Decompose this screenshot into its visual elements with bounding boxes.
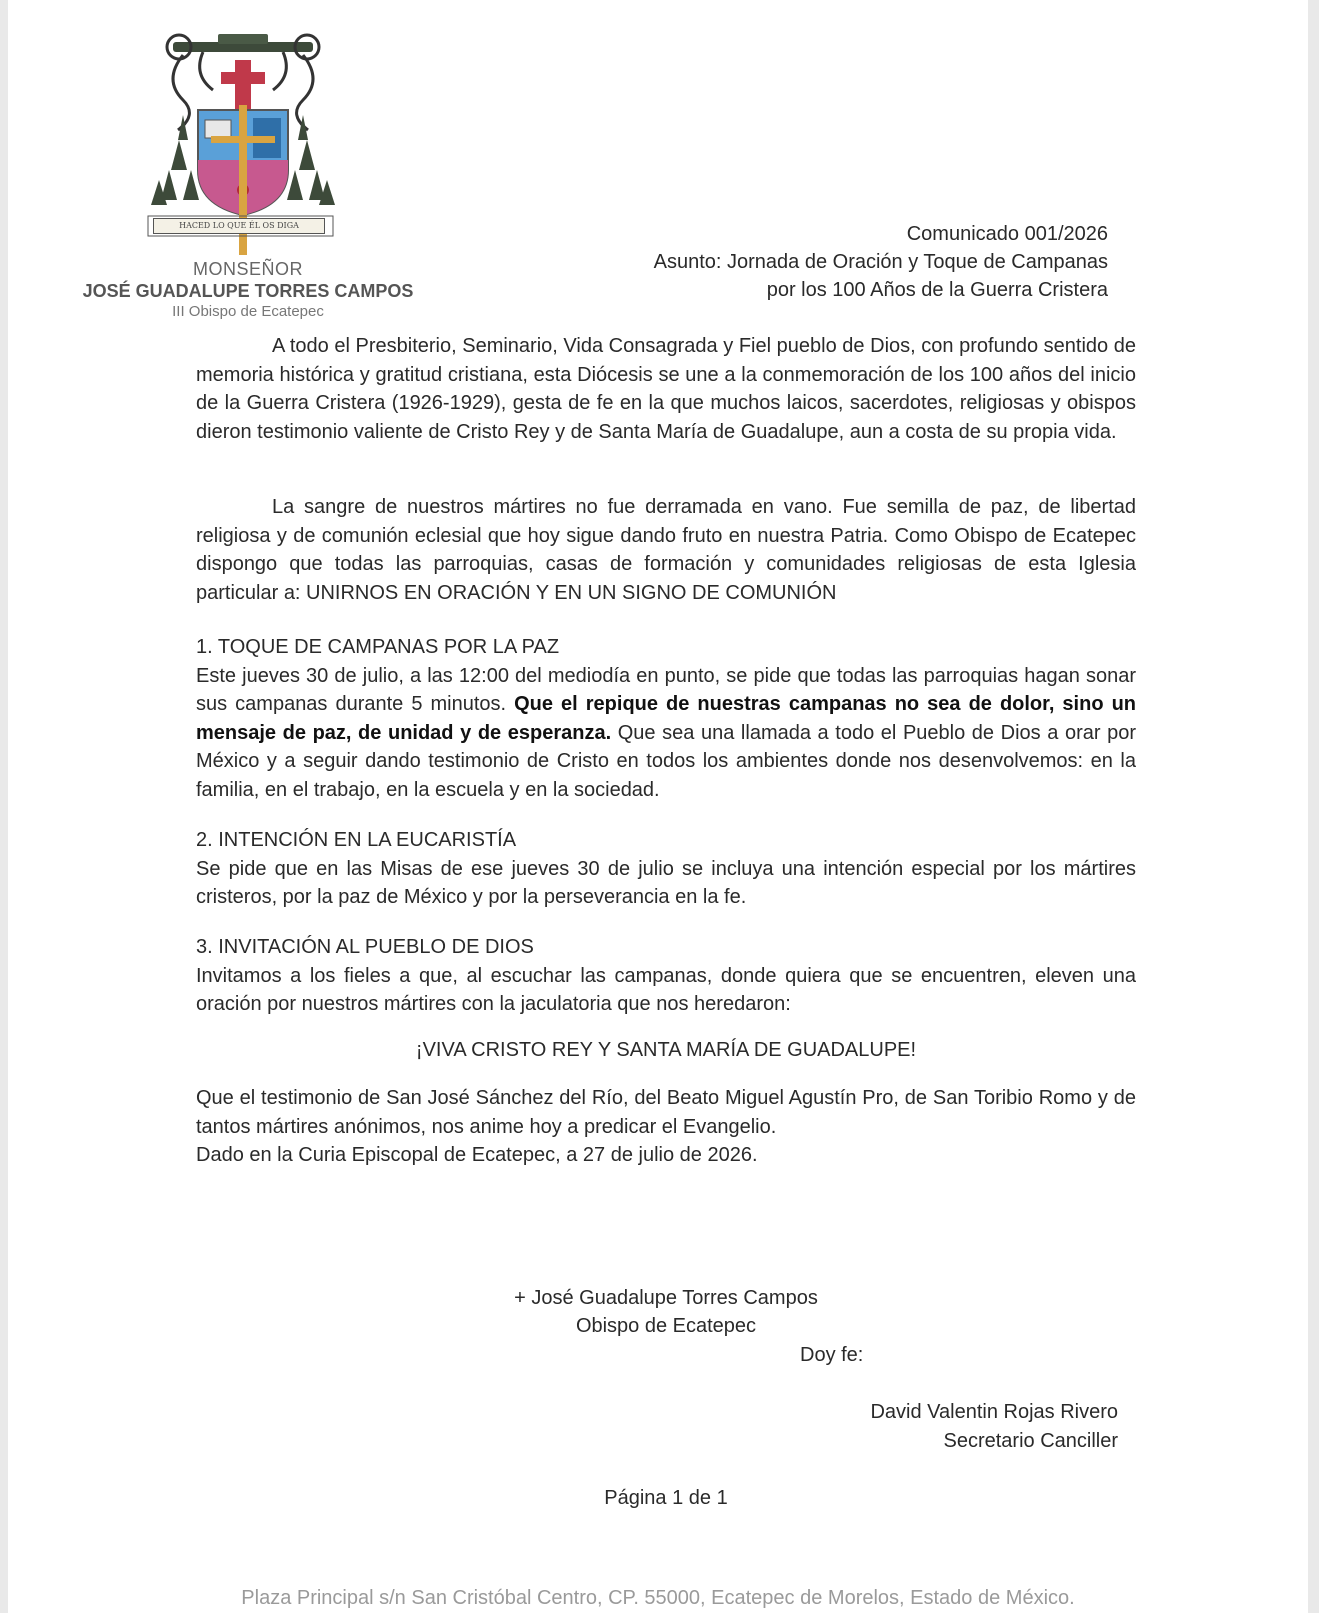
section-2 [196, 826, 1136, 912]
bishop-name: JOSÉ GUADALUPE TORRES CAMPOS [82, 281, 414, 301]
body-paragraph-2: La sangre de nuestros mártires no fue derramada en vano. Fue semilla de paz, de libertad religiosa y de comunión eclesial que hoy sigue dando fruto en nuestra Patria. Como Obispo de Ecatepec dispongo que todas las parroquias, casas de formación y comunidades religiosas de esta Iglesia particular a: UNIRNOS EN ORACIÓN Y EN UN SIGNO DE COMUNIÓN [196, 496, 1136, 604]
section-3-heading: 3. INVITACIÓN AL PUEBLO DE DIOS [196, 936, 534, 958]
section-2-heading: 2. INTENCIÓN EN LA EUCARISTÍA [196, 829, 517, 851]
body-paragraph-2-block [196, 493, 1136, 607]
page-number: Página 1 de 1 [604, 1487, 728, 1509]
section-2-body: Se pide que en las Misas de ese jueves 30 de julio se incluya una intención especial por los mártires cristeros, por la paz de México y por la perseverancia en la fe. [196, 857, 1136, 908]
section-1-text-before: Este jueves 30 de julio, a las 12:00 del mediodía en punto, se pide que todas las parroquias hagan sonar sus campanas durante 5 minutos. [196, 664, 1136, 715]
body-paragraph-1: A todo el Presbiterio, Seminario, Vida Consagrada y Fiel pueblo de Dios, con profundo sentido de memoria histórica y gratitud cristiana, esta Diócesis se une a la conmemoración de los 100 años del inicio de la Guerra Cristera (1926-1929), gesta de fe en la que muchos laicos, sacerdotes, religiosas y obispos dieron testimonio valiente de Cristo Rey y de Santa María de Guadalupe, aun a costa de su propia vida. [196, 335, 1136, 443]
bishop-heading [48, 258, 448, 322]
signature-bishop-title: Obispo de Ecatepec [575, 1315, 757, 1337]
closing-line-1: Que el testimonio de San José Sánchez del Río, del Beato Miguel Agustín Pro, de San Toribio Romo y de tantos mártires anónimos, nos anime hoy a predicar el Evangelio. [196, 1087, 1136, 1138]
bishop-signature [196, 1284, 1136, 1340]
bishop-title: MONSEÑOR [192, 259, 303, 279]
section-1-text-after: Que sea una llamada a todo el Pueblo de Dios a orar por México y a seguir dando testimonio de Cristo en todos los ambientes donde nos desenvolvemos: en la familia, en el trabajo, en la escuela y en la sociedad. [196, 721, 1137, 801]
subject-line-1: Asunto: Jornada de Oración y Toque de Campanas [653, 251, 1108, 273]
body-paragraph-1-block [196, 332, 1136, 446]
closing-block [196, 1084, 1136, 1170]
bishop-subtitle: III Obispo de Ecatepec [172, 303, 324, 320]
doy-fe: Doy fe: [800, 1344, 864, 1366]
crest-motto: HACED LO QUE ÉL OS DIGA [153, 218, 325, 234]
signature-bishop-name: + José Guadalupe Torres Campos [514, 1287, 818, 1309]
secretary-name: David Valentin Rojas Rivero [870, 1401, 1118, 1423]
communique-header [408, 220, 1108, 304]
secretary-signature [870, 1398, 1118, 1455]
closing-line-2: Dado en la Curia Episcopal de Ecatepec, a 27 de julio de 2026. [196, 1144, 758, 1166]
section-1-heading: 1. TOQUE DE CAMPANAS POR LA PAZ [196, 636, 560, 658]
section-1 [196, 633, 1136, 804]
secretary-title: Secretario Canciller [943, 1429, 1118, 1452]
footer-address: Plaza Principal s/n San Cristóbal Centro, CP. 55000, Ecatepec de Morelos, Estado de México. [241, 1587, 1075, 1609]
section-3 [196, 933, 1136, 1019]
document-page [8, 0, 1308, 1613]
subject-line-2: por los 100 Años de la Guerra Cristera [766, 279, 1108, 301]
section-3-body: Invitamos a los fieles a que, al escuchar las campanas, donde quiera que se encuentren, eleven una oración por nuestros mártires con la jaculatoria que nos heredaron: [196, 964, 1136, 1015]
section-1-body [196, 662, 1136, 805]
communique-number: Comunicado 001/2026 [906, 223, 1108, 245]
section-1-bold-text: Que el repique de nuestras campanas no sea de dolor, sino un mensaje de paz, de unidad y de esperanza. [196, 693, 1136, 744]
acclamation: ¡VIVA CRISTO REY Y SANTA MARÍA DE GUADALUPE! [415, 1039, 917, 1061]
